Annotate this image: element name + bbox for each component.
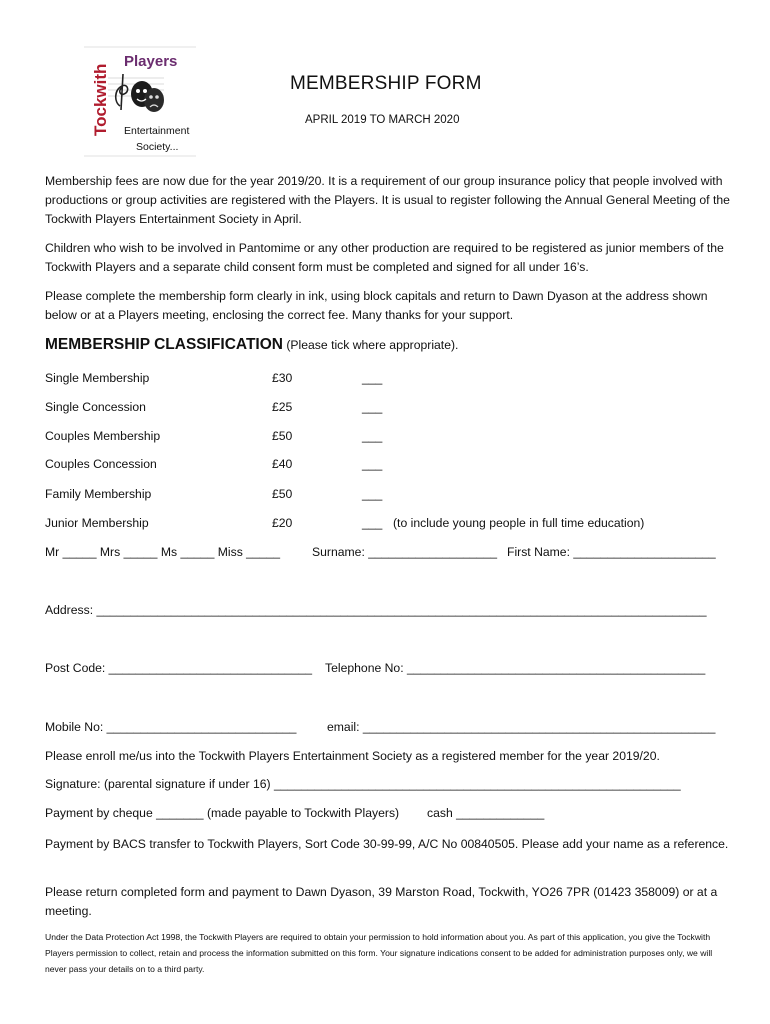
bacs-payment-info: Payment by BACS transfer to Tockwith Players, Sort Code 30-99-99, A/C No 00840505. Please add your name as a reference. [45,837,729,851]
address-field[interactable]: Address: __________________________________________________________________________________________ [45,603,707,617]
intro-paragraph-fees: Membership fees are now due for the year 2019/20. It is a requirement of our group insurance policy that people involved with productions or group activities are registered with the Players. It is usual to register following the Annual General Meeting of the Tockwith Players Entertainment Society in April. [45,174,730,226]
data-protection-notice: Under the Data Protection Act 1998, the Tockwith Players are required to obtain your permission to hold information about you. As part of this application, you give the Tockwith Players permission to collect, retain and process the information submitted on this form. Your signature indications consent to be added for administration purposes only, we will never pass your details on to a third party. [45,932,713,974]
row-price: £40 [272,457,293,471]
signature-field[interactable]: Signature: (parental signature if under 16) ____________________________________________________________ [45,777,681,791]
row-price: £25 [272,400,293,414]
surname-field[interactable]: Surname: ___________________ [312,545,498,559]
row-price: £50 [272,487,293,501]
form-period: APRIL 2019 TO MARCH 2020 [305,114,460,126]
classification-title: MEMBERSHIP CLASSIFICATION [45,336,283,353]
telephone-field[interactable]: Telephone No: ____________________________________________ [325,661,706,675]
email-field[interactable]: email: ____________________________________________________ [327,720,716,734]
row-label: Junior Membership [45,516,149,530]
row-price: £30 [272,371,293,385]
row-label: Couples Concession [45,457,157,471]
title-selection-field[interactable]: Mr _____ Mrs _____ Ms _____ Miss _____ [45,545,281,559]
tick-field[interactable]: ___ [362,457,383,471]
row-label: Single Membership [45,371,150,385]
row-label: Family Membership [45,487,152,501]
tick-field[interactable]: ___ [362,516,383,530]
row-extra-note: (to include young people in full time education) [393,516,645,530]
tick-field[interactable]: ___ [362,371,383,385]
logo-entertainment-text: Entertainment [124,125,190,137]
mobile-field[interactable]: Mobile No: ____________________________ [45,720,297,734]
logo-tockwith-text: Tockwith [91,63,110,136]
row-price: £20 [272,516,293,530]
classification-note: (Please tick where appropriate). [282,338,459,352]
first-name-field[interactable]: First Name: _____________________ [507,545,716,559]
payment-cash-field[interactable]: cash _____________ [427,806,545,820]
classification-heading [45,336,458,354]
intro-paragraph-children: Children who wish to be involved in Pantomime or any other production are required to be registered as junior members of the Tockwith Players and a separate child consent form must be completed and signed for all under 16’s. [45,241,724,274]
row-label: Single Concession [45,400,146,414]
tick-field[interactable]: ___ [362,487,383,501]
row-label: Couples Membership [45,429,161,443]
tick-field[interactable]: ___ [362,429,383,443]
logo-players-text: Players [124,53,178,70]
tockwith-players-logo [84,44,196,160]
return-instructions: Please return completed form and payment to Dawn Dyason, 39 Marston Road, Tockwith, YO26 7PR (01423 358009) or at a meeting. [45,885,718,918]
payment-cheque-field[interactable]: Payment by cheque _______ (made payable to Tockwith Players) [45,806,400,820]
post-code-field[interactable]: Post Code: ______________________________ [45,661,313,675]
tick-field[interactable]: ___ [362,400,383,414]
form-title: MEMBERSHIP FORM [290,73,482,94]
enroll-statement: Please enroll me/us into the Tockwith Players Entertainment Society as a registered member for the year 2019/20. [45,749,660,763]
row-price: £50 [272,429,293,443]
intro-paragraph-instructions: Please complete the membership form clearly in ink, using block capitals and return to Dawn Dyason at the address shown below or at a Players meeting, enclosing the correct fee. Many thanks for your support. [45,289,708,322]
logo-society-text: Society... [136,141,179,153]
